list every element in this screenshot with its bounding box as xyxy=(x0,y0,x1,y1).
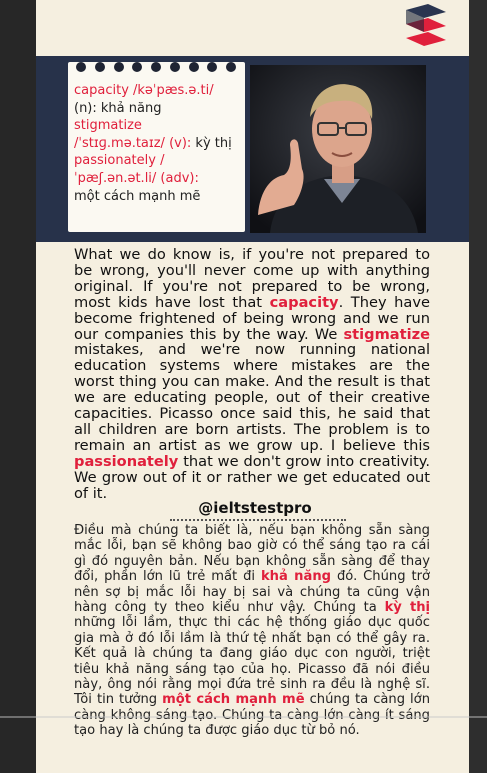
ring-hole xyxy=(207,62,217,72)
vocab-gloss: một cách mạnh mẽ xyxy=(74,188,201,204)
ring-hole xyxy=(76,62,86,72)
brand-logo-icon[interactable] xyxy=(402,4,450,46)
vocab-ipa: /ˈstɪɡ.mə.taɪz/ (v): xyxy=(74,135,192,151)
channel-handle[interactable]: @ieltstestpro xyxy=(198,499,312,517)
notebook-rings xyxy=(76,60,236,74)
vocab-entry-stigmatize xyxy=(74,117,242,152)
vocab-ipa: /kəˈpæs.ə.ti/ xyxy=(128,83,214,98)
highlight-capacity: capacity xyxy=(269,293,339,311)
translation-text: đó. Chúng trở nên sợ bị mắc lỗi hay bị sai và chúng ta cũng vận hàng công ty theo kiểu như vậy. Chúng ta xyxy=(74,569,430,616)
dotted-divider xyxy=(170,519,346,521)
english-transcript xyxy=(74,247,430,502)
transcript-text: mistakes, and we're now running national education systems where mistakes are the worst thing you can make. And the result is that we are educating people, out of their creative capacities. Picasso once said this, he said that all children are born artists. The problem is to remain an artist as we grow up. I believe this xyxy=(74,341,430,454)
translation-text: chúng ta càng lớn càng không sáng tạo. Chúng ta càng lớn càng ít sáng tạo hay là chúng ta được giáo dục từ bỏ nó. xyxy=(74,692,430,739)
vocab-term: stigmatize xyxy=(74,118,142,134)
highlight-ky-thi: kỳ thị xyxy=(384,600,431,616)
vocab-ipa: /ˈpæʃ.ən.ət.li/ (adv): xyxy=(74,153,199,186)
vocab-list xyxy=(74,82,242,205)
vocab-term: capacity xyxy=(74,83,129,98)
ring-hole xyxy=(189,62,199,72)
left-margin xyxy=(0,0,36,773)
right-margin xyxy=(469,0,487,773)
translation-text: những lỗi lầm, thực thi các hệ thống giáo dục quốc gia mà ở đó lỗi lầm là thứ tệ nhất bạn có thể gây ra. Kết quả là chúng ta đang giáo dục con người, triệt tiêu khả năng sáng tạo của họ. Picasso đã nói điều này, ông nói rằng mọi đứa trẻ sinh ra đều là nghệ sĩ. Tôi tin tưởng xyxy=(74,615,430,708)
highlight-kha-nang: khả năng xyxy=(260,569,332,585)
highlight-passionately: passionately xyxy=(74,452,179,470)
vocab-gloss: kỳ thị xyxy=(191,135,232,151)
ring-hole xyxy=(132,62,142,72)
video-progress-bar[interactable] xyxy=(0,716,487,718)
vietnamese-translation xyxy=(74,523,430,739)
transcript-text: . They have become frightened of being wrong and we run our companies this by the way. We xyxy=(74,293,430,343)
ring-hole xyxy=(95,62,105,72)
lesson-card xyxy=(36,0,469,773)
vocab-gloss: (n): khả năng xyxy=(74,100,162,116)
ring-hole xyxy=(226,62,236,72)
speaker-illustration xyxy=(250,65,426,233)
vocab-note-card xyxy=(68,62,245,232)
highlight-mot-cach-manh-me: một cách mạnh mẽ xyxy=(162,692,305,708)
ring-hole xyxy=(114,62,124,72)
vocab-entry-passionately xyxy=(74,152,242,205)
transcript-text: that we don't grow into creativity. We grow out of it or rather we get educated out of it. xyxy=(74,452,430,502)
ring-hole xyxy=(151,62,161,72)
ring-hole xyxy=(170,62,180,72)
highlight-stigmatize: stigmatize xyxy=(343,325,430,343)
vocab-term: passionately xyxy=(74,153,156,169)
speaker-video-frame[interactable] xyxy=(250,65,426,233)
transcript-text: What we do know is, if you're not prepared to be wrong, you'll never come up with anything original. If you're not prepared to be wrong, most kids have lost that xyxy=(74,246,430,311)
translation-text: Điều mà chúng ta biết là, nếu bạn không sẵn sàng mắc lỗi, bạn sẽ không bao giờ có thể sáng tạo ra cái gì đó nguyên bản. Nếu bạn không sẵn sàng để thay đổi, phần lớn lũ trẻ mất đi xyxy=(74,523,430,585)
vocab-entry-capacity xyxy=(74,82,242,117)
